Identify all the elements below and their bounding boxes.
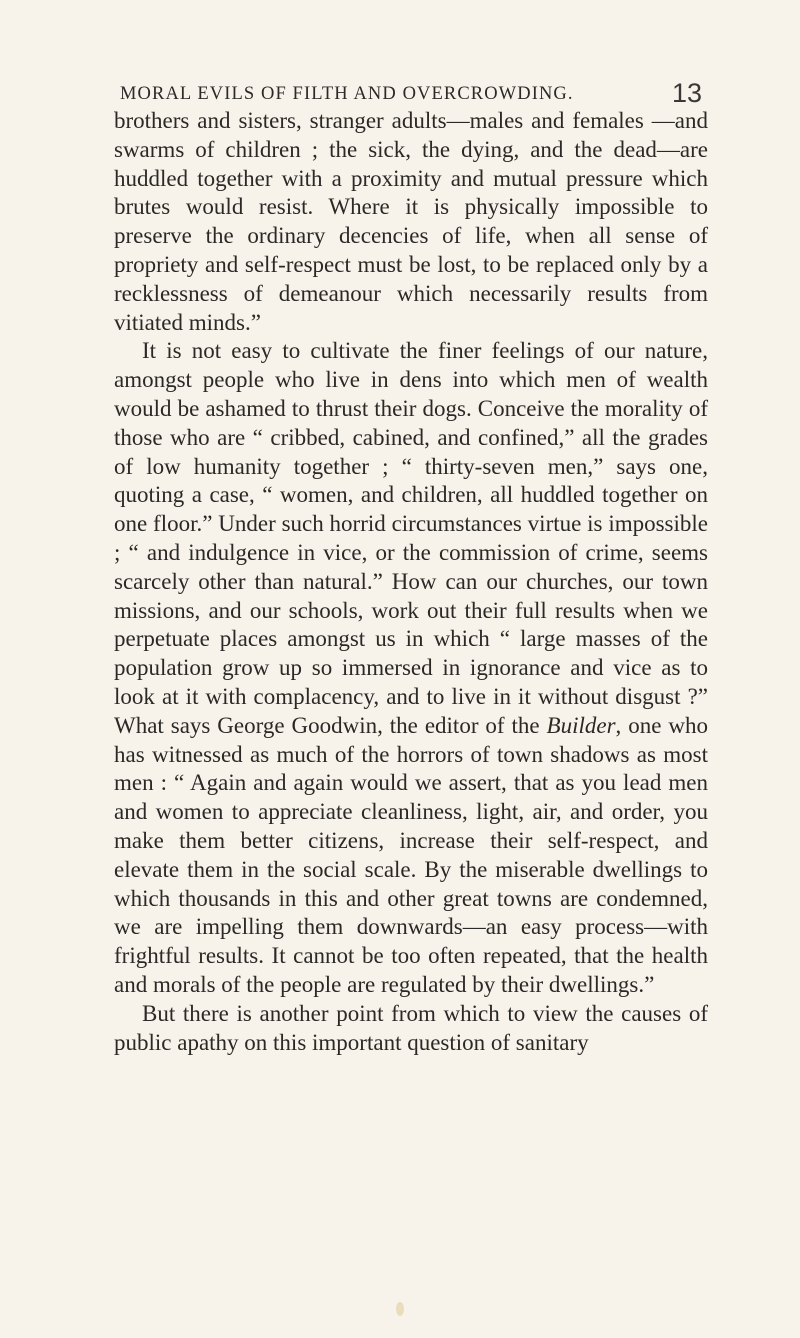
running-title: MORAL EVILS OF FILTH AND OVERCROWDING. — [120, 84, 574, 104]
body-text — [114, 107, 708, 1057]
paper-stain — [396, 1302, 404, 1316]
page-number: 13 — [671, 78, 702, 108]
paragraph-public-apathy: But there is another point from which to view the causes of public apathy on this important question of sanitary — [114, 1000, 708, 1055]
paragraph-moral-conditions: It is not easy to cultivate the finer feelings of our nature, amongst people who live in dens into which men of wealth would be ashamed to thrust their dogs. Conceive the morality of those who are “ cribbed, cabined, and confined,” all the grades of low humanity together ; “ thirty-seven men,” says one, quoting a case, “ women, and children, all huddled together on one floor.” Under such horrid circumstances virtue is impossible ; “ and indulgence in vice, or the commission of crime, seems scarcely other than natural.” How can our churches, our town missions, and our schools, work out their full results when we perpetuate places amongst us in which “ large masses of the population grow up so immersed in ignorance and vice as to look at it with complacency, and to live in it without disgust ?” What says George Goodwin, the editor of the Builder, one who has witnessed as much of the horrors of town shadows as most men : “ Again and again would we assert, that as you lead men and women to appreciate cleanliness, light, air, and order, you make them better citizens, increase their self-respect, and elevate them in the social scale. By the miserable dwellings to which thousands in this and other great towns are condemned, we are impelling them downwards—an easy process—with frightful results. It cannot be too often repeated, that the health and morals of the people are regulated by their dwellings.” — [114, 338, 708, 997]
running-head — [120, 78, 702, 108]
paragraph-continued: brothers and sisters, stranger adults—males and females —and swarms of children ; the sick, the dying, and the dead—are huddled together with a proximity and mutual pressure which brutes would resist. Where it is physically impossible to preserve the ordinary decencies of life, when all sense of propriety and self-respect must be lost, to be replaced only by a recklessness of demeanour which necessarily results from vitiated minds.” — [114, 108, 708, 335]
periodical-title: Builder — [546, 712, 616, 738]
